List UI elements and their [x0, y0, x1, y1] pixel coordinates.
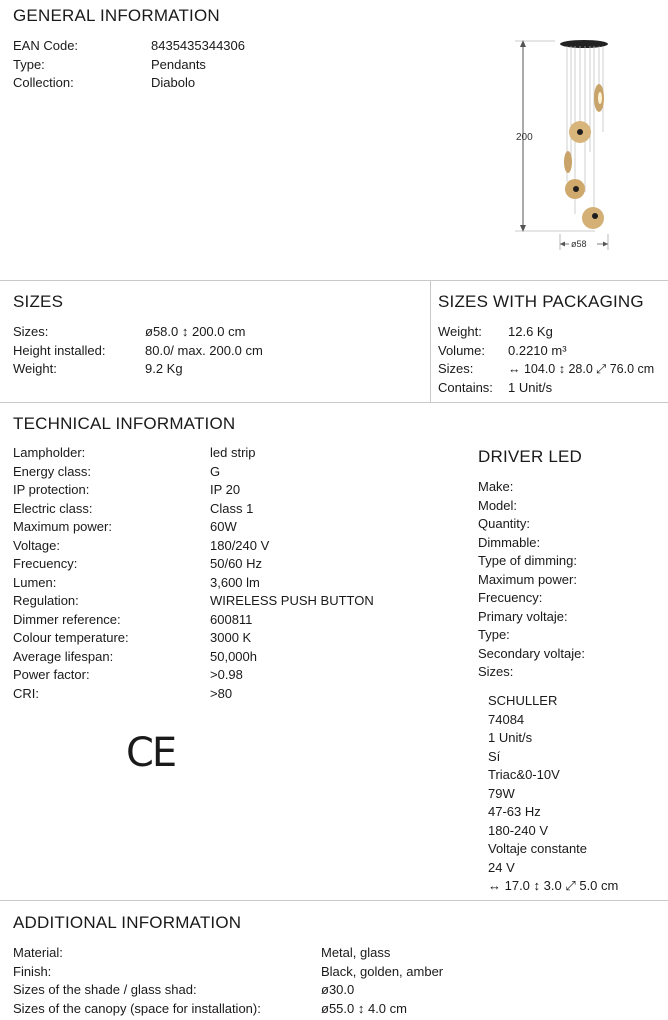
average-lifespan-value: 50,000h	[210, 648, 257, 664]
type-value: Pendants	[151, 56, 206, 72]
dimmer-reference-value: 600811	[210, 611, 253, 627]
ip-protection-label: IP protection:	[13, 482, 90, 497]
height-dimension-label: 200	[516, 132, 533, 143]
general-values	[151, 37, 245, 93]
driver-type-value: Voltaje constante	[488, 841, 588, 856]
shade-size-value: ø30.0	[321, 982, 355, 997]
product-dimension-diagram	[505, 32, 625, 257]
pkg-weight-label: Weight:	[438, 324, 482, 339]
pkg-weight-value: 12.6 Kg	[508, 324, 553, 339]
additional-labels	[13, 944, 261, 1018]
driver-maximum-power-label: Maximum power:	[478, 571, 577, 587]
driver-title: DRIVER LED	[478, 447, 583, 466]
electric-class-label: Electric class:	[13, 500, 93, 516]
lumen-value: 3,600 lm	[210, 574, 260, 590]
pkg-sizes-label: Sizes:	[438, 361, 474, 376]
pkg-sizes-value: ↔ 104.0 ↕ 28.0 ⤢ 76.0 cm	[508, 362, 655, 376]
dimmer-reference-label: Dimmer reference:	[13, 611, 121, 627]
maximum-power-label: Maximum power:	[13, 519, 112, 534]
frecuency-value: 50/60 Hz	[210, 556, 263, 571]
additional-values	[321, 944, 443, 1018]
power-factor-value: >0.98	[210, 667, 243, 682]
driver-type-label: Type:	[478, 627, 510, 642]
height-installed-value: 80.0/ max. 200.0 cm	[145, 342, 263, 358]
pkg-volume-value: 0.2210 m³	[508, 342, 567, 358]
diameter-dimension-label: ø58	[571, 239, 587, 249]
electric-class-value: Class 1	[210, 500, 254, 516]
general-labels	[13, 37, 78, 93]
driver-sizes-value: ↔ 17.0 ↕ 3.0 ⤢ 5.0 cm	[488, 878, 619, 893]
lampholder-label: Lampholder:	[13, 445, 86, 460]
weight-label: Weight:	[13, 361, 57, 376]
sizes-values	[145, 323, 263, 379]
canopy-size-value: ø55.0 ↕ 4.0 cm	[321, 1000, 407, 1016]
maximum-power-value: 60W	[210, 519, 237, 534]
ce-mark-icon: CE	[126, 730, 176, 776]
colour-temperature-value: 3000 K	[210, 630, 252, 645]
type-of-dimming-label: Type of dimming:	[478, 553, 577, 568]
sizes-label: Sizes:	[13, 324, 49, 339]
secondary-voltaje-label: Secondary voltaje:	[478, 645, 585, 661]
pkg-volume-label: Volume:	[438, 342, 485, 358]
ean-label: EAN Code:	[13, 38, 79, 53]
sizes-title: SIZES	[13, 292, 64, 311]
voltage-value: 180/240 V	[210, 537, 270, 553]
technical-title: TECHNICAL INFORMATION	[13, 414, 236, 433]
driver-sizes-label: Sizes:	[478, 664, 514, 679]
type-label: Type:	[13, 56, 45, 72]
power-factor-label: Power factor:	[13, 667, 90, 682]
primary-voltaje-value: 180-240 V	[488, 822, 548, 838]
model-label: Model:	[478, 497, 518, 513]
ip-protection-value: IP 20	[210, 482, 241, 497]
ean-value: 8435435344306	[151, 38, 245, 53]
technical-labels	[13, 444, 129, 703]
regulation-value: WIRELESS PUSH BUTTON	[210, 593, 374, 608]
height-installed-label: Height installed:	[13, 342, 106, 358]
voltage-label: Voltage:	[13, 537, 60, 553]
shade-size-label: Sizes of the shade / glass shad:	[13, 982, 197, 997]
lampholder-value: led strip	[210, 445, 256, 460]
energy-class-label: Energy class:	[13, 463, 92, 479]
sizes-labels	[13, 323, 106, 379]
dimmable-value: Sí	[488, 748, 501, 764]
primary-voltaje-label: Primary voltaje:	[478, 608, 568, 624]
quantity-value: 1 Unit/s	[488, 730, 533, 745]
average-lifespan-label: Average lifespan:	[13, 648, 114, 664]
frecuency-label: Frecuency:	[13, 556, 78, 571]
divider	[0, 280, 668, 281]
model-value: 74084	[488, 711, 525, 727]
type-of-dimming-value: Triac&0-10V	[488, 767, 560, 782]
canopy-size-label: Sizes of the canopy (space for installation):	[13, 1000, 261, 1016]
collection-value: Diabolo	[151, 75, 196, 90]
general-title: GENERAL INFORMATION	[13, 6, 220, 25]
material-value: Metal, glass	[321, 945, 391, 960]
collection-label: Collection:	[13, 75, 74, 90]
pendant-discs	[564, 84, 604, 229]
divider	[0, 900, 668, 901]
cri-value: >80	[210, 685, 233, 701]
driver-frecuency-value: 47-63 Hz	[488, 804, 541, 819]
driver-values	[488, 692, 618, 896]
dimmable-label: Dimmable:	[478, 534, 541, 550]
make-label: Make:	[478, 479, 514, 494]
finish-value: Black, golden, amber	[321, 963, 444, 979]
colour-temperature-label: Colour temperature:	[13, 630, 129, 645]
additional-title: ADDITIONAL INFORMATION	[13, 913, 242, 932]
packaging-labels	[438, 323, 493, 397]
make-value: SCHULLER	[488, 693, 558, 708]
lumen-label: Lumen:	[13, 574, 57, 590]
cri-label: CRI:	[13, 685, 39, 701]
weight-value: 9.2 Kg	[145, 361, 183, 376]
driver-labels	[478, 478, 585, 682]
driver-maximum-power-value: 79W	[488, 785, 515, 801]
material-label: Material:	[13, 945, 63, 960]
quantity-label: Quantity:	[478, 516, 531, 531]
divider	[0, 402, 668, 403]
sizes-value: ø58.0 ↕ 200.0 cm	[145, 324, 246, 339]
technical-values	[210, 444, 374, 703]
pkg-contains-label: Contains:	[438, 379, 493, 395]
secondary-voltaje-value: 24 V	[488, 859, 515, 875]
packaging-values	[508, 323, 654, 397]
driver-frecuency-label: Frecuency:	[478, 590, 543, 605]
vertical-divider	[430, 280, 431, 402]
pkg-contains-value: 1 Unit/s	[508, 379, 553, 395]
finish-label: Finish:	[13, 963, 52, 979]
regulation-label: Regulation:	[13, 593, 79, 608]
energy-class-value: G	[210, 463, 221, 479]
packaging-title: SIZES WITH PACKAGING	[438, 292, 644, 311]
